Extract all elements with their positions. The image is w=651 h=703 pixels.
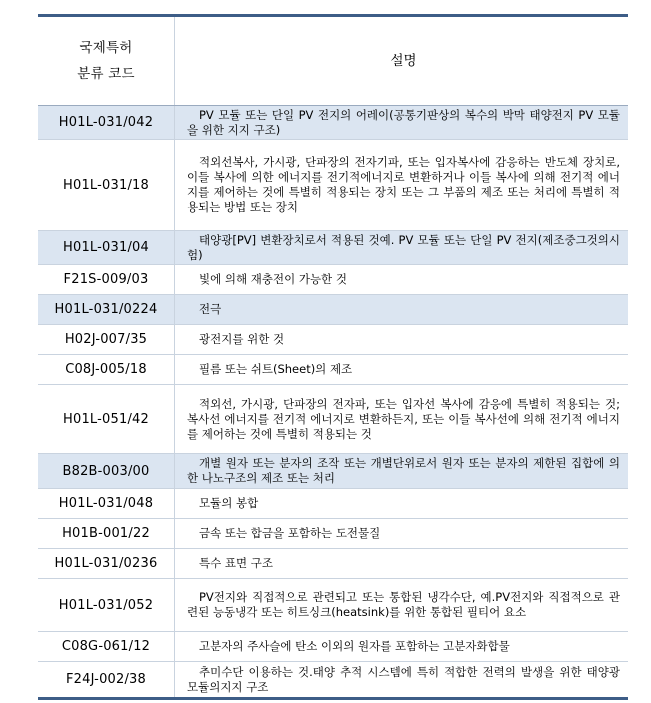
table-row [38, 140, 628, 231]
row-desc-cell [175, 519, 628, 548]
table-row [38, 549, 628, 579]
row-desc: 금속 또는 합금을 포함하는 도전물질 [199, 526, 381, 540]
row-code: H01L-031/042 [38, 106, 175, 139]
table-row [38, 355, 628, 385]
row-desc-cell [175, 325, 628, 354]
table-row [38, 106, 628, 140]
table-row [38, 519, 628, 549]
ipc-code-table [38, 14, 628, 700]
row-desc-cell [175, 662, 628, 697]
table-row [38, 662, 628, 697]
row-desc-cell [175, 489, 628, 518]
row-desc-cell [175, 454, 628, 488]
table-row [38, 385, 628, 454]
row-code: C08G-061/12 [38, 632, 175, 661]
row-desc: PV전지와 직접적으로 관련되고 또는 통합된 냉각수단, 예.PV전지와 직접적으로 관련된 능동냉각 또는 히트싱크(heatsink)를 위한 통합된 필티어 요소 [187, 590, 620, 619]
header-code-label: 국제특허 분류 코드 [77, 40, 135, 82]
row-code: H01L-031/052 [38, 579, 175, 631]
row-code: H02J-007/35 [38, 325, 175, 354]
header-code-cell [38, 17, 175, 105]
table-row [38, 325, 628, 355]
row-code: F24J-002/38 [38, 662, 175, 697]
row-code: F21S-009/03 [38, 265, 175, 294]
row-code: H01L-031/18 [38, 140, 175, 230]
row-desc: 특수 표면 구조 [199, 556, 273, 570]
table-row [38, 454, 628, 489]
row-desc: 빛에 의해 재충전이 가능한 것 [199, 272, 347, 286]
row-code: B82B-003/00 [38, 454, 175, 488]
row-desc: 필름 또는 쉬트(Sheet)의 제조 [199, 362, 353, 376]
row-desc-cell [175, 231, 628, 264]
row-desc-cell [175, 632, 628, 661]
row-desc-cell [175, 140, 628, 230]
row-desc-cell [175, 295, 628, 324]
row-desc: 고분자의 주사슬에 탄소 이외의 원자를 포함하는 고분자화합물 [199, 639, 510, 653]
row-desc: 태양광[PV] 변환장치로서 적용된 것예. PV 모듈 또는 단일 PV 전지(제조중그것의시험) [187, 232, 620, 262]
row-desc: 적외선, 가시광, 단파장의 전자파, 또는 입자선 복사에 감응에 특별히 적용되는 것; 복사선 에너지를 전기적 에너지로 변환하든지, 또는 이들 복사선에 의해 전기적 에너지를 제어하는 것에 특별히 적용되는 것 [187, 396, 620, 441]
table-row [38, 295, 628, 325]
row-code: H01L-051/42 [38, 385, 175, 453]
row-desc: 광전지를 위한 것 [199, 332, 285, 346]
row-desc-cell [175, 579, 628, 631]
row-code: H01L-031/048 [38, 489, 175, 518]
row-code: H01L-031/0224 [38, 295, 175, 324]
row-code: H01L-031/0236 [38, 549, 175, 578]
row-desc-cell [175, 265, 628, 294]
table-row [38, 579, 628, 632]
row-desc: PV 모듈 또는 단일 PV 전지의 어레이(공통기판상의 복수의 박막 태양전지 PV 모듈을 위한 지지 구조) [187, 107, 620, 137]
row-code: C08J-005/18 [38, 355, 175, 384]
row-desc: 적외선복사, 가시광, 단파장의 전자기파, 또는 입자복사에 감응하는 반도체 장치로, 이들 복사에 의한 에너지를 전기적에너지로 변환하거나 이들 복사에 의해 전기적 에너지를 제어하는 것에 특별히 적용되는 장치 또는 그 부품의 제조 또는 처리에 특별히 적용되는 방법 또는 장치 [187, 155, 620, 214]
row-desc: 전극 [199, 302, 222, 316]
table-row [38, 632, 628, 662]
header-desc-label: 설명 [390, 52, 417, 69]
row-code: H01B-001/22 [38, 519, 175, 548]
table-row [38, 265, 628, 295]
row-desc: 추미수단 이용하는 것.태양 추적 시스템에 특히 적합한 전력의 발생을 위한 태양광 모듈의지지 구조 [187, 664, 620, 694]
row-desc-cell [175, 385, 628, 453]
table-bottom-border [38, 697, 628, 700]
row-desc-cell [175, 106, 628, 139]
row-desc: 모듈의 봉합 [199, 496, 259, 510]
table-row [38, 489, 628, 519]
table-header-row [38, 17, 628, 106]
header-desc-cell [175, 17, 628, 105]
row-desc: 개별 원자 또는 분자의 조작 또는 개별단위로서 원자 또는 분자의 제한된 집합에 의한 나노구조의 제조 또는 처리 [187, 456, 620, 485]
row-code: H01L-031/04 [38, 231, 175, 264]
row-desc-cell [175, 355, 628, 384]
table-row [38, 231, 628, 265]
row-desc-cell [175, 549, 628, 578]
